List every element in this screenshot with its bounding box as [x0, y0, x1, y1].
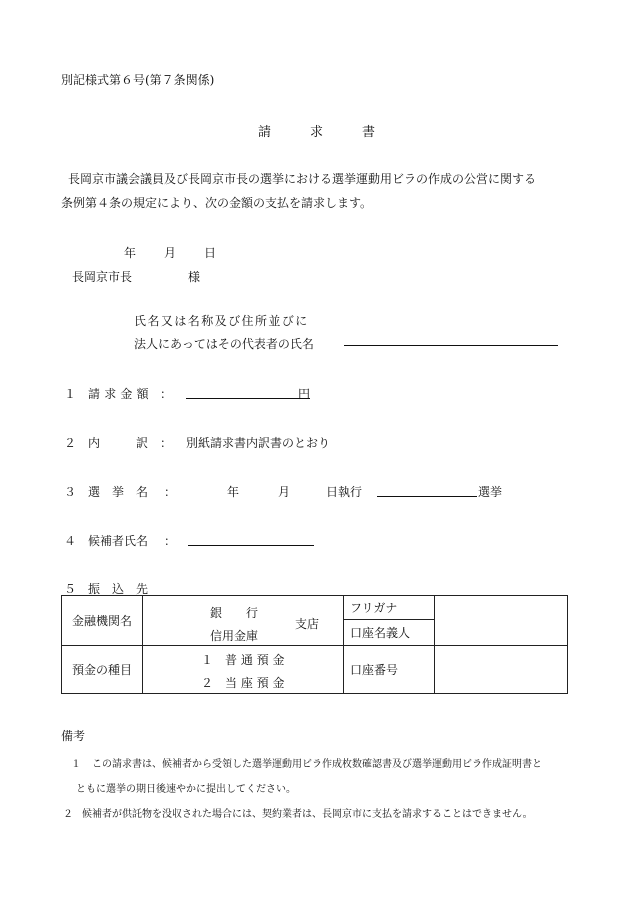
election-day: 日執行	[326, 485, 363, 499]
date-year: 年	[124, 246, 137, 260]
election-year: 年	[227, 485, 240, 499]
document-title: 請 求 書	[258, 125, 376, 140]
addressee-honorific: 様	[188, 270, 201, 284]
note-1-number: １	[71, 759, 81, 770]
form-id: 別記様式第６号(第７条関係)	[61, 73, 215, 87]
account-number-field[interactable]	[435, 646, 568, 694]
notes-heading: 備考	[61, 729, 86, 743]
deposit-type-label-cell	[62, 646, 143, 694]
furigana-label-cell	[344, 596, 435, 620]
institution-cell[interactable]	[143, 596, 344, 646]
ordinary-deposit-option[interactable]: １ 普 通 預 金	[201, 653, 285, 667]
item-5-label: 振 込 先	[88, 582, 149, 596]
current-deposit-option[interactable]: ２ 当 座 預 金	[201, 676, 285, 690]
date-day: 日	[204, 246, 217, 260]
bank-table	[61, 595, 568, 694]
item-2-colon: ：	[160, 436, 173, 450]
candidate-name-field[interactable]	[188, 545, 314, 546]
amount-unit: 円	[298, 387, 311, 401]
item-1-colon: ：	[160, 387, 173, 401]
item-1-label: 請求金額	[88, 387, 153, 401]
account-holder-field[interactable]	[435, 596, 568, 646]
deposit-type-cell[interactable]	[143, 646, 344, 694]
election-name-field[interactable]	[377, 496, 477, 497]
institution-label: 金融機関名	[71, 614, 132, 628]
item-3-colon: ：	[164, 485, 177, 499]
item-5-number: ５	[64, 582, 77, 596]
item-2-label: 内 訳	[88, 436, 149, 450]
intro-line-1: 長岡京市議会議員及び長岡京市長の選挙における選挙運動用ビラの作成の公営に関する	[68, 172, 537, 186]
claimant-name-field[interactable]	[344, 345, 558, 346]
date-month: 月	[164, 246, 177, 260]
bank-label: 銀 行	[210, 606, 259, 620]
deposit-type-label: 預金の種目	[71, 663, 132, 677]
item-3-number: ３	[64, 485, 77, 499]
note-2-text: 候補者が供託物を没収された場合には、契約業者は、長岡京市に支払を請求することはできません。	[82, 809, 533, 820]
holder-label-cell	[344, 620, 435, 646]
account-number-label: 口座番号	[350, 663, 399, 677]
item-4-label: 候補者氏名	[88, 534, 149, 548]
item-2-number: ２	[64, 436, 77, 450]
item-4-colon: ：	[164, 534, 177, 548]
institution-label-cell	[62, 596, 143, 646]
holder-label: 口座名義人	[350, 626, 411, 640]
note-1-line-1: この請求書は、候補者から受領した選挙運動用ビラ作成枚数確認書及び選挙運動用ビラ作成証明書と	[92, 759, 542, 770]
addressee-name: 長岡京市長	[72, 270, 133, 284]
intro-line-2: 条例第４条の規定により、次の金額の支払を請求します。	[61, 196, 373, 210]
note-1-line-2: ともに選挙の期日後速やかに提出してください。	[76, 784, 296, 795]
credit-union-label: 信用金庫	[210, 629, 259, 643]
item-1-number: １	[64, 387, 77, 401]
item-4-number: ４	[64, 534, 77, 548]
amount-field[interactable]	[186, 398, 310, 399]
election-month: 月	[278, 485, 291, 499]
election-suffix: 選挙	[478, 485, 503, 499]
item-3-label: 選 挙 名	[88, 485, 149, 499]
item-2-value: 別紙請求書内訳書のとおり	[186, 436, 331, 450]
claimant-label-2: 法人にあってはその代表者の氏名	[134, 337, 314, 351]
furigana-label: フリガナ	[350, 601, 398, 615]
note-2-number: ２	[63, 809, 73, 820]
branch-label: 支店	[295, 617, 320, 631]
claimant-label-1: 氏名又は名称及び住所並びに	[134, 314, 309, 328]
account-number-label-cell	[344, 646, 435, 694]
